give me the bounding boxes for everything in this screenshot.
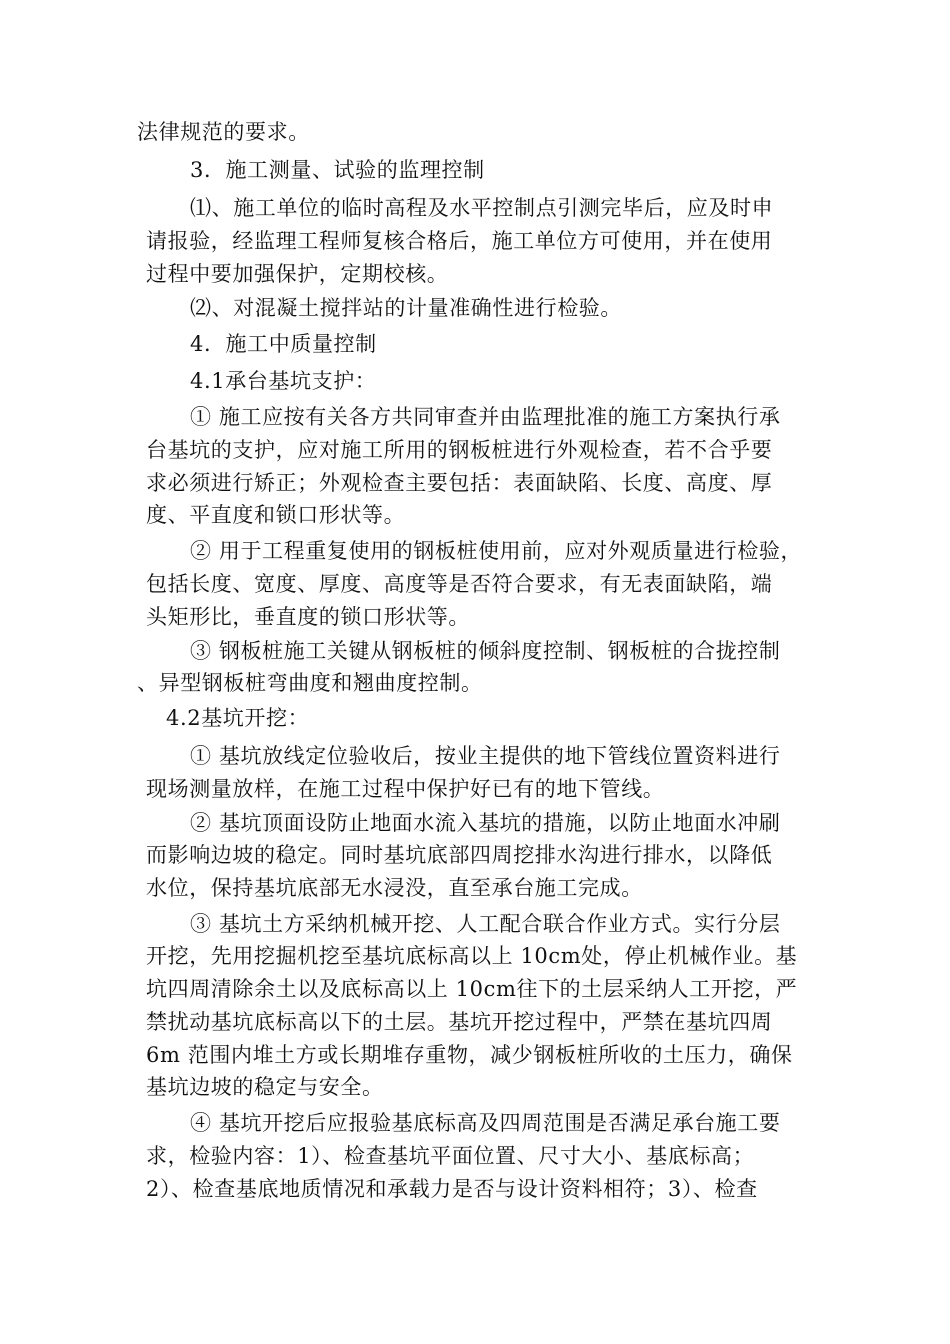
text-line: 而影响边坡的稳定。同时基坑底部四周挖排水沟进行排水，以降低 <box>146 843 773 867</box>
text-line: 现场测量放样，在施工过程中保护好已有的地下管线。 <box>146 777 665 801</box>
text-line: ④ 基坑开挖后应报验基底标高及四周范围是否满足承台施工要 <box>190 1111 781 1135</box>
text-line: ③ 基坑土方采纳机械开挖、人工配合联合作业方式。实行分层 <box>190 912 781 936</box>
text-line: 基坑边坡的稳定与安全。 <box>146 1075 384 1099</box>
text-line: 6m 范围内堆土方或长期堆存重物，减少钢板桩所收的土压力，确保 <box>146 1043 793 1067</box>
subsection-heading: 4.1承台基坑支护： <box>190 369 377 393</box>
text-line: ⑴、施工单位的临时高程及水平控制点引测完毕后，应及时申 <box>190 196 774 220</box>
text-line: 台基坑的支护，应对施工所用的钢板桩进行外观检查，若不合乎要 <box>146 438 773 462</box>
text-line: 度、平直度和锁口形状等。 <box>146 503 406 527</box>
subsection-heading: 4.2基坑开挖： <box>166 706 310 730</box>
text-line: ⑵、对混凝土搅拌站的计量准确性进行检验。 <box>190 296 622 320</box>
text-line: 头矩形比，垂直度的锁口形状等。 <box>146 605 470 629</box>
text-line: 请报验，经监理工程师复核合格后，施工单位方可使用，并在使用 <box>146 229 773 253</box>
section-heading: 4．施工中质量控制 <box>190 332 377 356</box>
text-line: ② 基坑顶面设防止地面水流入基坑的措施，以防止地面水冲刷 <box>190 811 781 835</box>
text-line: 包括长度、宽度、厚度、高度等是否符合要求，有无表面缺陷，端 <box>146 572 773 596</box>
text-line: ① 施工应按有关各方共同审查并由监理批准的施工方案执行承 <box>190 405 781 429</box>
text-line: 水位，保持基坑底部无水浸没，直至承台施工完成。 <box>146 876 643 900</box>
text-line: 求必须进行矫正；外观检查主要包括：表面缺陷、长度、高度、厚 <box>146 471 773 495</box>
text-line: ③ 钢板桩施工关键从钢板桩的倾斜度控制、钢板桩的合拢控制 <box>190 639 781 663</box>
text-line: 、异型钢板桩弯曲度和翘曲度控制。 <box>137 671 483 695</box>
text-line: 开挖，先用挖掘机挖至基坑底标高以上 10cm处，停止机械作业。基 <box>146 944 798 968</box>
section-heading: 3．施工测量、试验的监理控制 <box>190 158 485 182</box>
text-line: 坑四周清除余土以及底标高以上 10cm往下的土层采纳人工开挖，严 <box>146 977 798 1001</box>
text-line: ① 基坑放线定位验收后，按业主提供的地下管线位置资料进行 <box>190 744 781 768</box>
text-line: 过程中要加强保护，定期校核。 <box>146 262 449 286</box>
text-line: 2）、检查基底地质情况和承载力是否与设计资料相符；3）、检查 <box>146 1177 758 1201</box>
text-line: 禁扰动基坑底标高以下的土层。基坑开挖过程中，严禁在基坑四周 <box>146 1010 773 1034</box>
text-line: 求，检验内容：1）、检查基坑平面位置、尺寸大小、基底标高； <box>146 1144 755 1168</box>
text-line: 法律规范的要求。 <box>137 120 310 144</box>
text-line: ② 用于工程重复使用的钢板桩使用前，应对外观质量进行检验， <box>190 539 803 563</box>
